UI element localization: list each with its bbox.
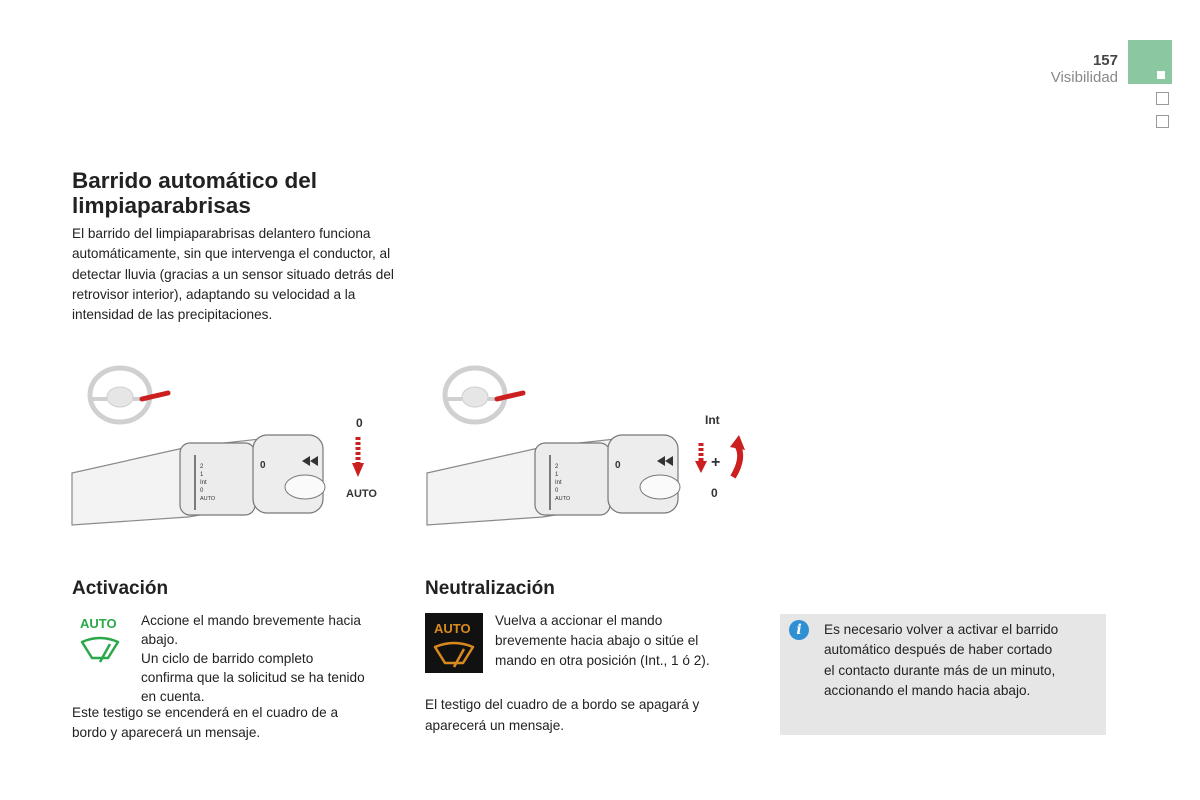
position-label: AUTO xyxy=(200,496,216,502)
activation-footer xyxy=(72,703,392,743)
position-bottom-label: AUTO xyxy=(346,488,377,500)
text-line: Es necesario volver a activar el barrido xyxy=(824,622,1059,637)
steering-wheel-icon xyxy=(90,368,168,422)
steering-wheel-icon xyxy=(445,368,523,422)
text-line: El testigo del cuadro de a bordo se apagará y xyxy=(425,697,700,712)
activation-text xyxy=(141,611,401,706)
neutralization-footer xyxy=(425,695,755,736)
chapter-tab xyxy=(1128,40,1172,84)
page-title: Barrido automático del limpiaparabrisas xyxy=(72,168,318,218)
auto-wiper-amber-icon xyxy=(425,613,483,673)
auto-wiper-green-icon xyxy=(78,614,126,670)
text-line: brevemente hacia abajo o sitúe el xyxy=(495,633,699,648)
wiper-stalk-illustration-auto xyxy=(70,355,390,535)
text-line: en cuenta. xyxy=(141,689,205,704)
section-label: Visibilidad xyxy=(1050,69,1118,86)
text-line: bordo y aparecerá un mensaje. xyxy=(72,725,261,740)
position-label: 2 xyxy=(555,464,559,470)
text-line: mando en otra posición (Int., 1 ó 2). xyxy=(495,653,710,668)
position-top-label: Int xyxy=(705,413,720,427)
stalk-zero-label: 0 xyxy=(615,460,621,471)
intro-paragraph: El barrido del limpiaparabrisas delantero funciona automáticamente, sin que intervenga el conductor, al detectar lluvia (gracias a un sensor situado detrás del retrovisor interior), adaptando su velocidad a la intensidad de las precipitaciones. xyxy=(72,226,394,323)
position-label: Int xyxy=(200,480,207,486)
position-label: 0 xyxy=(555,488,559,494)
text-line: Vuelva a accionar el mando xyxy=(495,613,663,628)
neutralization-text xyxy=(495,611,755,671)
tab-marker-icon xyxy=(1157,71,1165,79)
nav-square-icon xyxy=(1156,115,1169,128)
text-line: confirma que la solicitud se ha tenido xyxy=(141,670,365,685)
neutralization-heading: Neutralización xyxy=(425,578,555,599)
stalk-zero-label: 0 xyxy=(260,460,266,471)
page-number: 157 xyxy=(1092,52,1118,69)
activation-heading: Activación xyxy=(72,578,169,599)
wiper-stalk-illustration-neutralize xyxy=(425,355,755,535)
position-label: 1 xyxy=(200,472,204,478)
red-arrow-down-icon xyxy=(352,437,364,477)
position-bottom-label: 0 xyxy=(711,486,718,500)
text-line: accionando el mando hacia abajo. xyxy=(824,682,1031,698)
position-label: 0 xyxy=(200,488,204,494)
position-top-label: 0 xyxy=(356,416,363,430)
text-line: abajo. xyxy=(141,632,179,647)
text-line: el contacto durante más de un minuto, xyxy=(824,662,1056,678)
position-label: AUTO xyxy=(555,496,571,502)
red-curved-arrow-up-icon xyxy=(730,435,745,477)
text-line: Un ciclo de barrido completo xyxy=(141,651,314,666)
info-icon: i xyxy=(789,620,809,640)
auto-icon-label: AUTO xyxy=(434,621,471,636)
plus-label: + xyxy=(711,454,721,471)
nav-square-icon xyxy=(1156,92,1169,105)
red-arrow-down-icon xyxy=(695,443,707,473)
info-text xyxy=(824,620,1094,701)
position-label: Int xyxy=(555,480,562,486)
auto-icon-label: AUTO xyxy=(80,616,117,631)
text-line: automático después de haber cortado xyxy=(824,642,1053,658)
position-label: 1 xyxy=(555,472,559,478)
position-label: 2 xyxy=(200,464,204,470)
text-line: Este testigo se encenderá en el cuadro de a xyxy=(72,705,339,720)
text-line: Accione el mando brevemente hacia xyxy=(141,613,361,628)
text-line: aparecerá un mensaje. xyxy=(425,717,565,733)
